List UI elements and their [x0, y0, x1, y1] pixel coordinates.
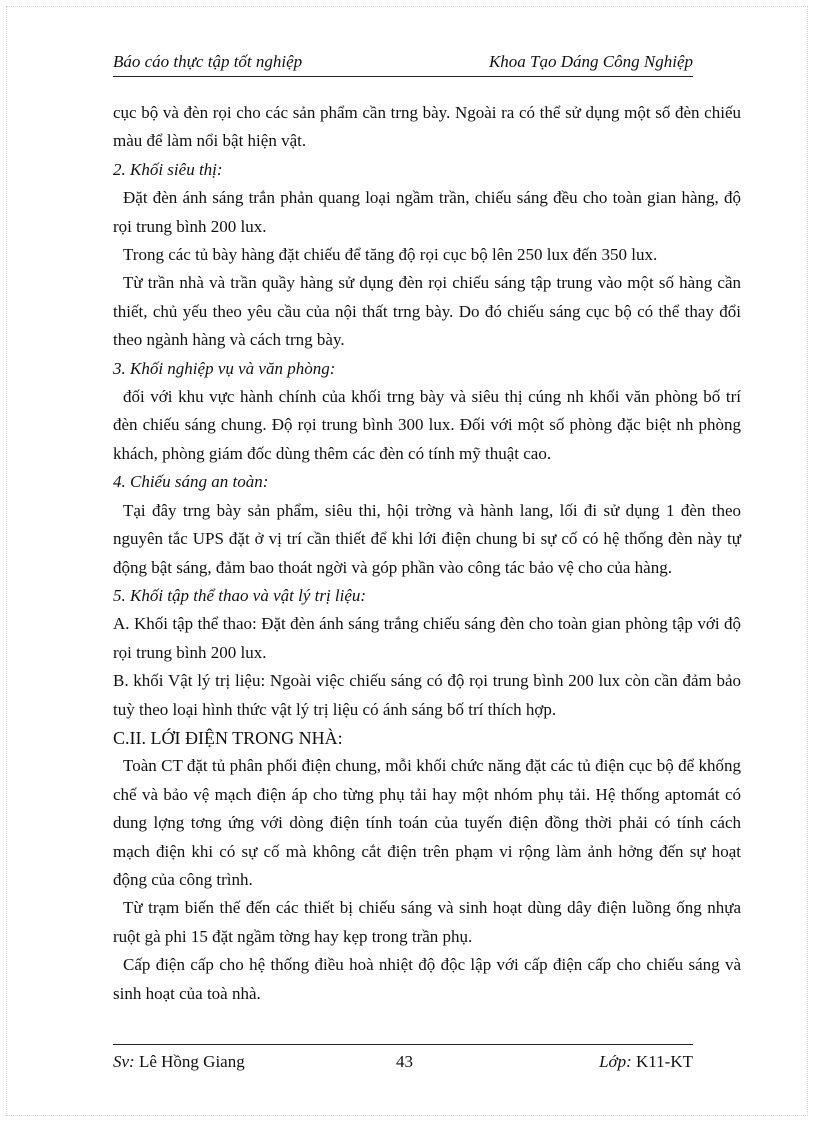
header-divider	[113, 76, 693, 77]
page-number: 43	[396, 1052, 413, 1071]
header-faculty: Khoa Tạo Dáng Công Nghiệp	[488, 52, 693, 71]
page-header	[113, 50, 693, 78]
paragraph: Tại đây trng bày sản phẩm, siêu thi, hội trờng và hành lang, lối đi sử dụng 1 đèn theo nguyên tắc UPS đặt ở vị trí cần thiết để khi lới điện chung bi sự cố có hệ thống đèn này tự động bật sáng, đảm bao thoát ngời và góp phần vào công tác bảo vệ cho của hàng.	[113, 500, 741, 577]
footer-divider	[113, 1044, 693, 1045]
paragraph: cục bộ và đèn rọi cho các sản phẩm cần trng bày. Ngoài ra có thể sử dụng một số đèn chiếu màu để làm nổi bật hiện vật.	[113, 103, 741, 151]
paragraph: đối với khu vực hành chính của khối trng bày và siêu thị cúng nh khối văn phòng bố trí đèn chiếu sáng chung. Độ rọi trung bình 300 lux. Đối với một số phòng đặc biệt nh phòng khách, phòng giám đốc dùng thêm các đèn có tính mỹ thuật cao.	[113, 387, 741, 463]
paragraph: B. khối Vật lý trị liệu: Ngoài việc chiếu sáng có độ rọi trung bình 200 lux còn cần đảm bảo tuỳ theo loại hình thức vật lý trị liệu có ánh sáng bố trí thích hợp.	[113, 671, 741, 719]
header-report-title: Báo cáo thực tập tốt nghiệp	[113, 52, 303, 71]
paragraph: Trong các tủ bày hàng đặt chiếu để tăng độ rọi cục bộ lên 250 lux đến 350 lux.	[123, 245, 658, 265]
footer-class-label: Lớp:	[599, 1052, 632, 1071]
section-heading-an-toan: 4. Chiếu sáng an toàn:	[113, 472, 269, 492]
section-heading-nghiep-vu: 3. Khối nghiệp vụ và văn phòng:	[113, 358, 336, 378]
footer-class-value: K11-KT	[636, 1052, 693, 1071]
document-body	[113, 99, 741, 1008]
page-footer	[113, 1052, 693, 1080]
paragraph: Toàn CT đặt tủ phân phối điện chung, mỗi khối chức năng đặt các tủ điện cục bộ để khống chế và bảo vệ mạch điện áp cho từng phụ tải hay một nhóm phụ tải. Hệ thống aptomát có dung lợng tơng ứng với dòng điện tính toán của tuyến điện đồng thời phải có tính cách mạch điện khi có sự cố mà không cắt điện trên phạm vi rộng làm ảnh hởng đến sự hoạt động của công trình.	[113, 756, 741, 889]
paragraph: Từ trạm biến thế đến các thiết bị chiếu sáng và sinh hoạt dùng dây điện luồng ống nhựa ruột gà phi 15 đặt ngầm tờng hay kẹp trong trần phụ.	[113, 898, 741, 946]
paragraph: Từ trần nhà và trần quầy hàng sử dụng đèn rọi chiếu sáng tập trung vào một số hàng cần thiết, chủ yếu theo yêu cầu của nội thất trng bày. Do đó chiếu sáng cục bộ có thể thay đổi theo ngành hàng và cách trng bày.	[113, 273, 741, 350]
footer-student-label: Sv:	[113, 1052, 135, 1071]
paragraph: A. Khối tập thể thao: Đặt đèn ánh sáng trắng chiếu sáng đèn cho toàn gian phòng tập với độ rọi trung bình 200 lux.	[113, 614, 741, 662]
section-heading-the-thao: 5. Khối tập thể thao và vật lý trị liệu:	[113, 585, 367, 605]
footer-class	[599, 1052, 693, 1072]
paragraph: Cấp điện cấp cho hệ thống điều hoà nhiệt độ độc lập với cấp điện cấp cho chiếu sáng và sinh hoạt của toà nhà.	[113, 955, 741, 1003]
footer-student	[113, 1052, 245, 1072]
section-heading-sieu-thi: 2. Khối siêu thị:	[113, 159, 223, 179]
footer-student-name: Lê Hồng Giang	[138, 1052, 245, 1071]
section-title-loi-dien: C.II. LỚI ĐIỆN TRONG NHÀ:	[113, 727, 343, 748]
paragraph: Đặt đèn ánh sáng trắn phản quang loại ngầm trần, chiếu sáng đều cho toàn gian hàng, độ rọi trung bình 200 lux.	[113, 188, 741, 236]
